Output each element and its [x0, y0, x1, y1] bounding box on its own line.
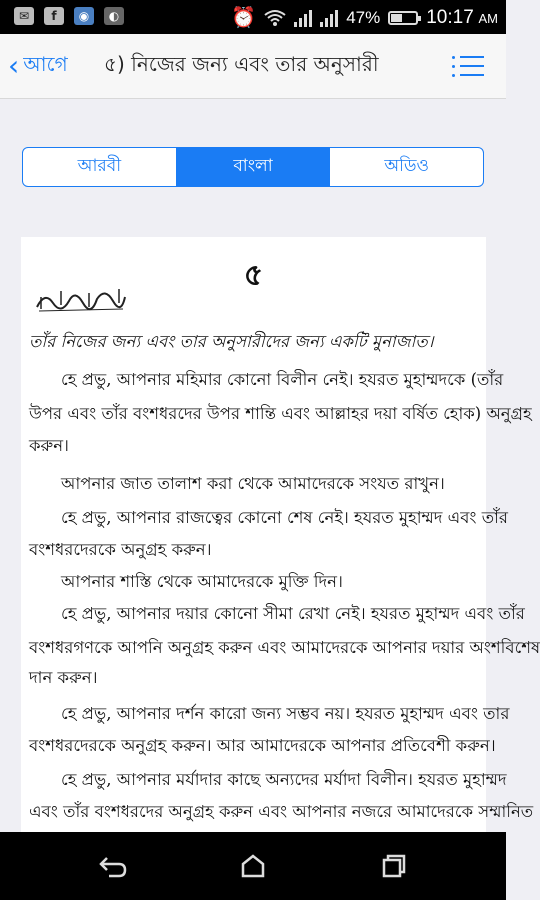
clock-time: 10:17 — [426, 6, 474, 28]
arabic-calligraphy-basmala — [35, 283, 127, 313]
alarm-icon: ⏰ — [231, 7, 257, 29]
recent-apps-icon[interactable] — [373, 850, 413, 882]
page-number: ৫ — [243, 258, 264, 293]
text-line: হে প্রভু, আপনার দর্শন কারো জন্য সম্ভব নয়। হযরত মুহাম্মদ এবং তার — [61, 704, 510, 723]
text-line: বংশধরদেরকে অনুগ্রহ করুন। আর আমাদেরকে আপনার প্রতিবেশী করুন। — [29, 736, 496, 755]
text-line: হে প্রভু, আপনার রাজত্বের কোনো শেষ নেই। হযরত মুহাম্মদ এবং তাঁর — [61, 508, 508, 527]
signal-icon — [294, 9, 312, 27]
text-line: বংশধরগণকে আপনি অনুগ্রহ করুন এবং আমাদেরকে আপনার দয়ার অংশবিশেষ — [29, 638, 540, 657]
text-line: উপর এবং তাঁর বংশধরদের উপর শান্তি এবং আল্লাহর দয়া বর্ষিত হোক) অনুগ্রহ — [29, 404, 532, 423]
facebook-icon: f — [44, 7, 64, 25]
language-tabs — [22, 147, 484, 187]
text-line: আপনার জাত তালাশ করা থেকে আমাদেরকে সংযত রাখুন। — [61, 474, 445, 493]
signal-icon — [320, 9, 338, 27]
tab-audio[interactable]: অডিও — [329, 148, 483, 186]
text-line: করুন। — [29, 436, 69, 455]
page-title: ৫) নিজের জন্য এবং তার অনুসারী — [104, 52, 379, 76]
menu-list-button[interactable] — [452, 56, 484, 78]
battery-fill — [391, 14, 401, 22]
back-button[interactable] — [8, 48, 68, 84]
back-nav-icon[interactable] — [93, 850, 133, 882]
scanned-page — [21, 237, 540, 832]
clock-ampm: AM — [478, 10, 498, 26]
tab-arabic[interactable]: আরবী — [77, 156, 122, 176]
home-icon[interactable] — [233, 850, 273, 882]
battery-icon — [388, 11, 418, 25]
status-bar — [0, 0, 506, 34]
text-line: হে প্রভু, আপনার মহিমার কোনো বিলীন নেই। হযরত মুহাম্মদকে (তাঁর — [61, 370, 504, 389]
chevron-left-icon: ‹ — [8, 49, 20, 82]
system-navigation-bar — [0, 832, 506, 900]
navigation-bar — [0, 34, 506, 99]
system-icons — [231, 5, 498, 30]
text-line: হে প্রভু, আপনার মর্যাদার কাছে অন্যদের মর্যাদা বিলীন। হযরত মুহাম্মদ — [61, 770, 507, 789]
back-label: আগে — [23, 51, 68, 76]
text-line: তাঁর নিজের জন্য এবং তার অনুসারীদের জন্য একটি মুনাজাত। — [29, 332, 434, 351]
gmail-icon: ✉ — [14, 7, 34, 25]
text-line: আপনার শাস্তি থেকে আমাদেরকে মুক্তি দিন। — [61, 572, 343, 591]
text-line: এবং তাঁর বংশধরদের অনুগ্রহ করুন এবং আপনার নজরে আমাদেরকে সম্মানিত — [29, 802, 534, 821]
wifi-icon — [264, 9, 286, 27]
clock — [426, 7, 498, 29]
battery-percent: 47% — [346, 7, 381, 27]
text-line: হে প্রভু, আপনার দয়ার কোনো সীমা রেখা নেই। হযরত মুহাম্মদ এবং তাঁর — [61, 604, 525, 623]
tab-bangla[interactable]: বাংলা — [176, 148, 330, 186]
app-icon: ◉ — [74, 7, 94, 25]
mask-icon: ◐ — [104, 7, 124, 25]
notification-icons — [14, 7, 124, 25]
text-line: বংশধরদেরকে অনুগ্রহ করুন। — [29, 540, 212, 559]
text-line: দান করুন। — [29, 668, 98, 687]
